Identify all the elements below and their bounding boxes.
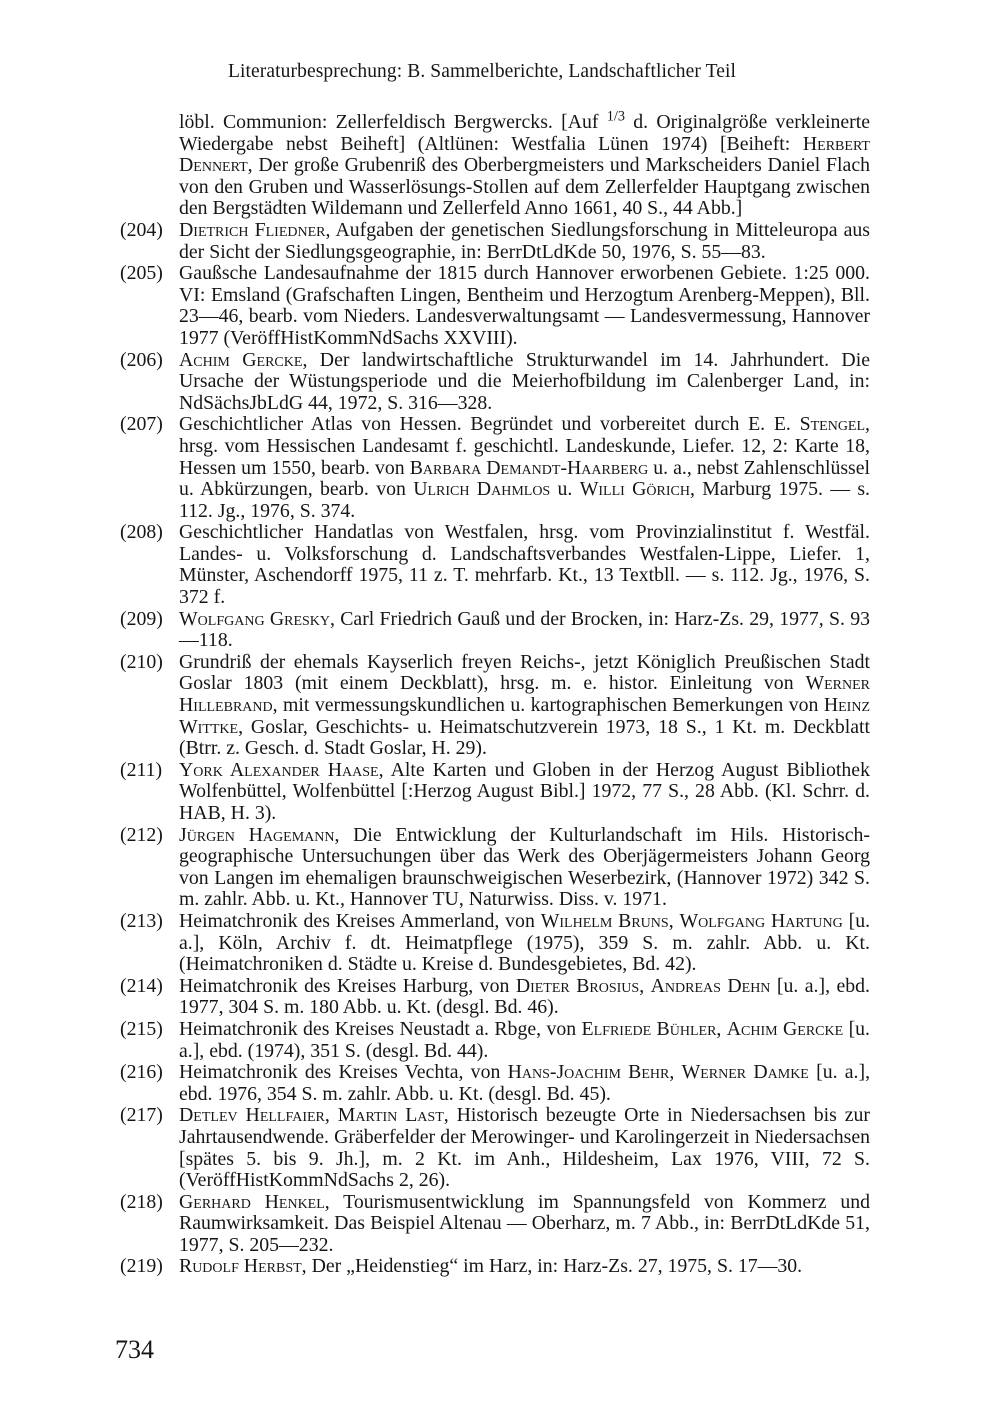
author-name: Heinz Wittke (179, 694, 870, 738)
author-name: Barbara Demandt-Haarberg (409, 456, 649, 479)
citation-text: , Aufgaben der genetischen Siedlungsforschung in Mitteleuropa aus der Sicht der Siedlungsgeographie, in: BerrDtLdKde 50, 1976, S. 55—83. (179, 218, 870, 263)
bibliography-entry (120, 609, 870, 652)
citation-text: , Carl Friedrich Gauß und der Brocken, in: Harz-Zs. 29, 1977, S. 93—118. (179, 607, 871, 652)
entry-text (179, 652, 870, 760)
entry-number: (211) (120, 758, 163, 781)
author-name: Herbert Dennert (179, 132, 870, 177)
entry-text (179, 825, 870, 911)
bibliography-entry (120, 911, 870, 976)
entry-text (179, 350, 870, 415)
author-name: Achim Gercke (179, 348, 303, 371)
citation-text: Heimatchronik des Kreises Neustadt a. Rbge, von (179, 1017, 582, 1040)
citation-text: , Historisch bezeugte Orte in Niedersachsen bis zur Jahrtausendwende. Gräberfelder der Merowinger- und Karolingerzeit in Niedersachsen [spätes 5. bis 9. Jh.], m. 2 Kt. im Anh., Hildesheim, Lax 1976, VIII, 72 S. (VeröffHistKommNdSachs 2, 26). (179, 1104, 870, 1192)
citation-text: Heimatchronik des Kreises Ammerland, von (179, 909, 541, 932)
author-name: Wolfgang Hartung (679, 909, 843, 932)
citation-text: , Der landwirtschaftliche Strukturwandel im 14. Jahrhundert. Die Ursache der Wüstungsperiode und die Meierhofbildung im Calenberger Land, in: NdSächsJbLdG 44, 1972, S. 316—328. (179, 348, 870, 414)
citation-text: Geschichtlicher Handatlas von Westfalen, hrsg. vom Provinzialinstitut f. Westfäl. Landes- u. Volksforschung d. Landschaftsverbandes Westfalen-Lippe, Liefer. 1, Münster, Aschendorff 1975, 11 z. T. mehrfarb. Kt., 13 Textbll. — s. 112. Jg., 1976, S. 372 f. (179, 521, 870, 609)
bibliography-entry (120, 760, 870, 825)
citation-text: Gaußsche Landesaufnahme der 1815 durch Hannover erworbenen Gebiete. 1:25 000. VI: Emsland (Grafschaften Lingen, Bentheim und Herzogtum Arenberg-Meppen), Bll. 23—46, bearb. vom Nieders. Landesverwaltungsamt — Landesvermessung, Hannover 1977 (VeröffHistKommNdSachs XXVIII). (179, 262, 870, 349)
entry-number: (209) (120, 607, 163, 630)
citation-text: Heimatchronik des Kreises Vechta, von (179, 1061, 508, 1084)
entry-text (179, 1105, 870, 1191)
entry-text (179, 760, 870, 825)
entry-text (179, 976, 870, 1019)
citation-text: [u. a.], ebd. 1977, 304 S. m. 180 Abb. u. Kt. (desgl. Bd. 46). (179, 974, 870, 1019)
bibliography-entry (120, 263, 870, 349)
bibliography-entry (120, 350, 870, 415)
entry-text (179, 1062, 870, 1105)
citation-text: , hrsg. vom Hessischen Landesamt f. geschichtl. Landeskunde, Liefer. 12, 2: Karte 18, Hessen um 1550, bearb. von (179, 413, 870, 479)
bibliography-entry (120, 1019, 870, 1062)
citation-text: Grundriß der ehemals Kayserlich freyen Reichs-, jetzt Königlich Preußischen Stadt Goslar 1803 (mit einem Deckblatt), hrsg. m. e. histor. Einleitung von (179, 650, 870, 695)
author-name: Werner Hillebrand (179, 672, 870, 717)
author-name: Dietrich Fliedner (179, 218, 326, 241)
entry-text (179, 220, 870, 263)
entry-number: (219) (120, 1255, 163, 1278)
author-name: Ulrich Dahmlos (413, 478, 551, 501)
citation-text: , (668, 909, 680, 932)
entry-text (179, 609, 870, 652)
citation-text: , Die Entwicklung der Kulturlandschaft im Hils. Historisch-geographische Untersuchungen über das Werk des Oberjägermeisters Johann Georg von Langen im ehemaligen braunschweigischen Weserbezirk, (Hannover 1972) 342 S. m. zahlr. Abb. u. Kt., Hannover TU, Naturwiss. Diss. v. 1971. (179, 823, 870, 911)
entry-text (179, 911, 870, 976)
citation-text: , (324, 1104, 338, 1127)
continued-entry (120, 108, 871, 220)
author-name: Andreas Dehn (650, 974, 771, 997)
citation-text: Geschichtlicher Atlas von Hessen. Begründet und vorbereitet durch E. E. (179, 413, 800, 436)
entry-number: (212) (120, 823, 163, 846)
citation-text: u. (550, 478, 580, 501)
entry-text (179, 522, 870, 608)
author-name: Achim Gercke (726, 1017, 844, 1040)
author-name: Rudolf Herbst (179, 1255, 302, 1278)
entry-number: (213) (120, 909, 163, 932)
author-name: Hans-Joachim Behr (507, 1061, 670, 1084)
citation-text: d. Originalgröße verkleinerte Wiedergabe nebst Beiheft] (Altlünen: Westfalia Lünen 1974) [Beiheft: (179, 111, 871, 155)
citation-text: löbl. Communion: Zellerfeldisch Bergwercks. [Auf (179, 111, 607, 133)
bibliography-entry (120, 522, 870, 608)
author-name: Werner Damke (681, 1061, 809, 1084)
entry-number: (207) (120, 413, 163, 436)
bibliography-entry (120, 1105, 870, 1191)
bibliography-entry (120, 220, 870, 263)
author-name: Martin Last (337, 1104, 444, 1127)
fraction-text: 1/3 (606, 108, 625, 125)
entry-text (179, 1019, 870, 1062)
citation-text: , Der „Heidenstieg“ im Harz, in: Harz-Zs. 27, 1975, S. 17—30. (301, 1255, 803, 1278)
bibliography-entry (120, 652, 870, 760)
entry-text (179, 263, 870, 349)
author-name: Stengel (799, 413, 866, 436)
entry-number: (210) (120, 650, 163, 673)
entry-number: (217) (120, 1104, 163, 1127)
entry-text (179, 414, 870, 522)
author-name: Jürgen Hagemann (179, 823, 335, 846)
entry-number: (208) (120, 521, 163, 544)
author-name: Dieter Brosius (515, 974, 640, 997)
citation-text: , (669, 1061, 682, 1084)
entry-number: (215) (120, 1017, 163, 1040)
entry-text (179, 108, 871, 220)
citation-text: [u. a.], ebd. (1974), 351 S. (desgl. Bd. 44). (179, 1017, 871, 1062)
citation-text: Heimatchronik des Kreises Harburg, von (179, 974, 516, 997)
bibliography-entry (120, 1062, 870, 1105)
bibliography-entry (120, 976, 870, 1019)
bibliography-entry (120, 825, 870, 911)
author-name: York Alexander Haase (179, 758, 379, 781)
citation-text: , Marburg 1975. — s. 112. Jg., 1976, S. 374. (179, 478, 870, 522)
citation-text: , Goslar, Geschichts- u. Heimatschutzverein 1973, 18 S., 1 Kt. m. Deckblatt (Btrr. z. Gesch. d. Stadt Goslar, H. 29). (179, 715, 870, 760)
citation-text: , Der große Grubenriß des Oberbergmeisters und Markscheiders Daniel Flach von den Gruben und Wasserlösungs-Stollen auf dem Zellerfelder Hauptgang zwischen den Bergstädten Wildemann und Zellerfeld Anno 1661, 40 S., 44 Abb.] (179, 154, 870, 220)
bibliography-entry (120, 414, 870, 522)
entry-text (179, 1256, 870, 1278)
entry-number: (206) (120, 348, 163, 371)
page-number: 734 (115, 1335, 154, 1364)
citation-text: , Tourismusentwicklung im Spannungsfeld von Kommerz und Raumwirksamkeit. Das Beispiel Altenau — Oberharz, m. 7 Abb., in: BerrDtLdKde 51, 1977, S. 205—232. (179, 1190, 871, 1256)
bibliography-entry (120, 1192, 870, 1257)
entry-number: (205) (120, 262, 163, 285)
author-name: Wolfgang Gresky (179, 607, 331, 630)
author-name: Gerhard Henkel (179, 1190, 325, 1213)
bibliography-entry (120, 1256, 870, 1278)
citation-text: , mit vermessungskundlichen u. kartographischen Bemerkungen von (272, 694, 824, 717)
author-name: Elfriede Bühler (581, 1017, 717, 1040)
entry-number: (216) (120, 1061, 163, 1084)
entries-container (120, 220, 870, 1278)
author-name: Willi Görich (579, 478, 690, 501)
author-name: Wilhelm Bruns (540, 909, 669, 932)
entry-number: (214) (120, 974, 163, 997)
running-head: Literaturbesprechung: B. Sammelberichte, Landschaftlicher Teil (228, 61, 737, 82)
citation-text: [u. a.], ebd. 1976, 354 S. m. zahlr. Abb. u. Kt. (desgl. Bd. 45). (179, 1061, 871, 1105)
citation-text: [u. a.], Köln, Archiv f. dt. Heimatpflege (1975), 359 S. m. zahlr. Abb. u. Kt. (Heimatchroniken d. Städte u. Kreise d. Bundesgebietes, Bd. 42). (179, 909, 871, 976)
citation-text: , (716, 1017, 727, 1040)
bibliography-list (120, 108, 871, 1278)
citation-text: , Alte Karten und Globen in der Herzog August Bibliothek Wolfenbüttel, Wolfenbüttel [:Herzog August Bibl.] 1972, 77 S., 28 Abb. (Kl. Schrr. d. HAB, H. 3). (179, 758, 870, 824)
author-name: Detlev Hellfaier (179, 1104, 325, 1127)
entry-number: (204) (120, 218, 163, 241)
citation-text: u. a., nebst Zahlenschlüssel u. Abkürzungen, bearb. von (179, 456, 871, 501)
entry-number: (218) (120, 1190, 163, 1213)
citation-text: , (639, 974, 651, 997)
entry-text (179, 1192, 870, 1257)
